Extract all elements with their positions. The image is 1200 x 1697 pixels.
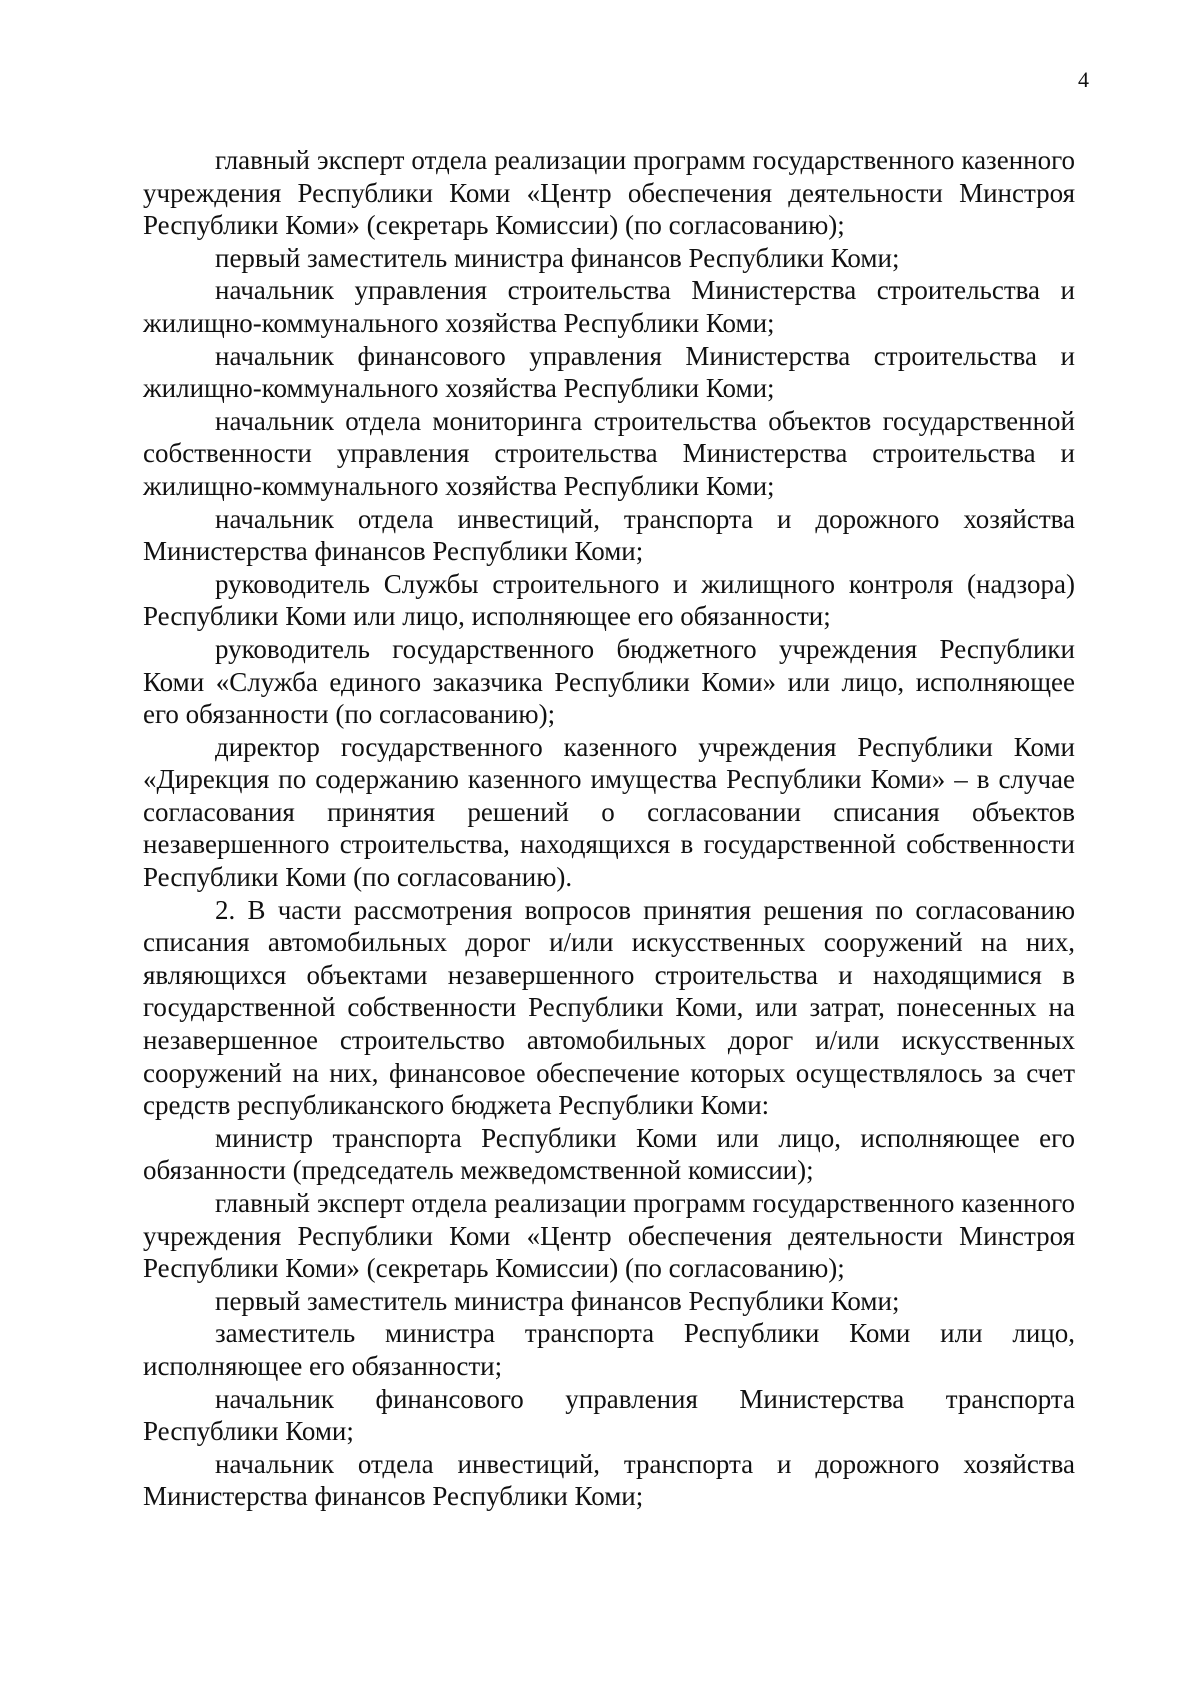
member-property-directorate-item: директор государственного казенного учреждения Республики Коми «Дирекция по содержанию казенного имущества Республики Коми» – в случае согласования принятия решений о согласовании списания объектов незавершенного строительства, находящихся в государственной собственности Республики Коми (по согласованию). (143, 731, 1075, 893)
member-first-deputy-finance-item-2: первый заместитель министра финансов Республики Коми; (215, 1285, 900, 1316)
member-secretary-item: главный эксперт отдела реализации программ государственного казенного учреждения Республики Коми «Центр обеспечения деятельности Минстроя Республики Коми» (секретарь Комиссии) (по согласованию); (143, 145, 1075, 241)
member-monitoring-dept-head-item: начальник отдела мониторинга строительства объектов государственной собственности управления строительства Министерства строительства и жилищно-коммунального хозяйства Республики Коми; (143, 405, 1075, 501)
member-transport-minister-item: министр транспорта Республики Коми или лицо, исполняющее его обязанности (председатель межведомственной комиссии); (143, 1122, 1075, 1186)
member-transport-finance-head-item: начальник финансового управления Министерства транспорта Республики Коми; (143, 1383, 1075, 1447)
member-customer-service-head-item: руководитель государственного бюджетного учреждения Республики Коми «Служба единого заказчика Республики Коми» или лицо, исполняющее его обязанности (по согласованию); (143, 633, 1075, 730)
section-2-heading-paragraph: 2. В части рассмотрения вопросов принятия решения по согласованию списания автомобильных дорог и/или искусственных сооружений на них, являющихся объектами незавершенного строительства и находящимися в государственной собственности Республики Коми, или затрат, понесенных на незавершенное строительство автомобильных дорог и/или искусственных сооружений на них, финансовое обеспечение которых осуществлялось за счет средств республиканского бюджета Республики Коми: (143, 894, 1075, 1121)
page-number: 4 (1078, 67, 1089, 92)
document-body (143, 144, 1075, 1513)
member-deputy-transport-minister-item: заместитель министра транспорта Республики Коми или лицо, исполняющее его обязанности; (143, 1318, 1075, 1381)
member-finance-dept-head-item: начальник финансового управления Министерства строительства и жилищно-коммунального хозяйства Республики Коми; (143, 340, 1075, 404)
member-investment-dept-head-item-2: начальник отдела инвестиций, транспорта и дорожного хозяйства Министерства финансов Республики Коми; (143, 1448, 1075, 1512)
member-investment-dept-head-item: начальник отдела инвестиций, транспорта и дорожного хозяйства Министерства финансов Республики Коми; (143, 503, 1075, 567)
member-secretary-item-2: главный эксперт отдела реализации программ государственного казенного учреждения Республики Коми «Центр обеспечения деятельности Минстроя Республики Коми» (секретарь Комиссии) (по согласованию); (143, 1188, 1075, 1284)
member-construction-dept-head-item: начальник управления строительства Министерства строительства и жилищно-коммунального хозяйства Республики Коми; (143, 275, 1075, 338)
member-first-deputy-finance-item: первый заместитель министра финансов Республики Коми; (215, 242, 900, 273)
member-supervision-service-head-item: руководитель Службы строительного и жилищного контроля (надзора) Республики Коми или лицо, исполняющее его обязанности; (143, 568, 1075, 632)
